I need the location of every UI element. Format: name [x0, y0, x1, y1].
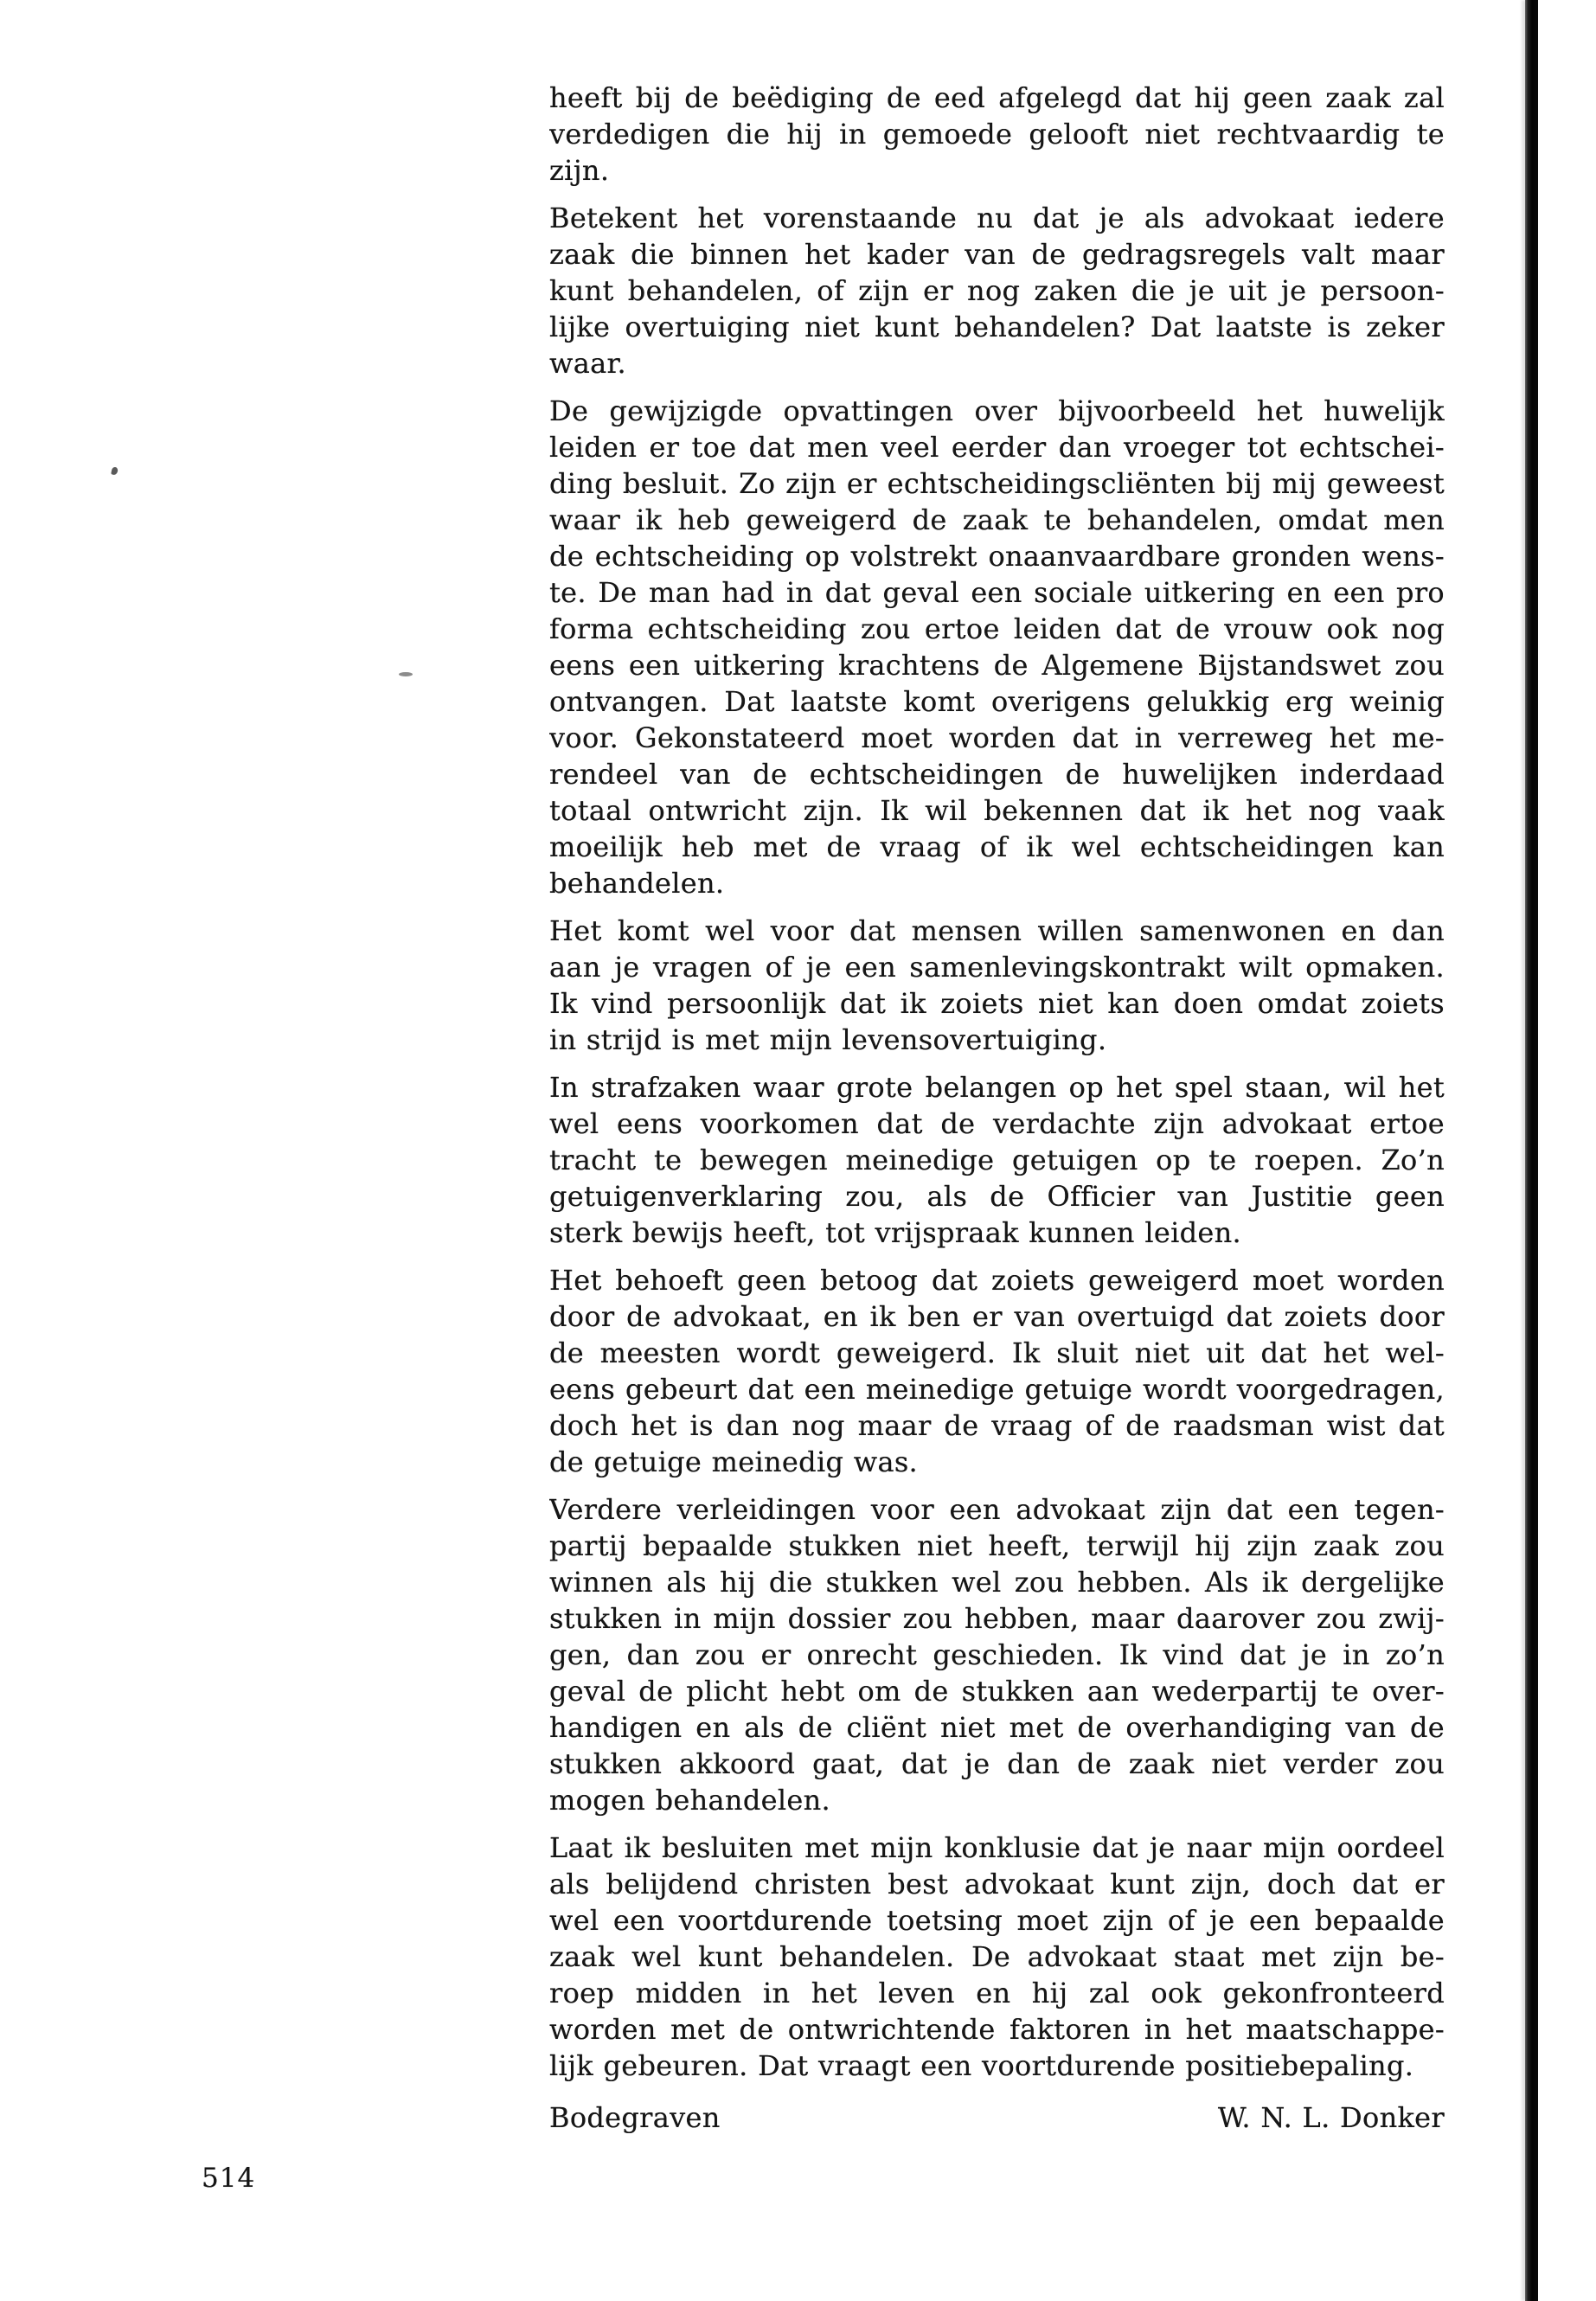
text-line: De gewijzigde opvattingen over bijvoorbeeld het huwelijk: [549, 394, 1445, 427]
text-line: de echtscheiding op volstrekt onaanvaardbare gronden wens-: [549, 540, 1445, 573]
text-line: In strafzaken waar grote belangen op het spel staan, wil het: [549, 1071, 1445, 1104]
text-line: leiden er toe dat men veel eerder dan vroeger tot echtschei-: [549, 431, 1445, 464]
text-line: eens een uitkering krachtens de Algemene Bijstandswet zou: [549, 649, 1445, 682]
paragraph: [549, 200, 1445, 381]
text-line: roep midden in het leven en hij zal ook gekonfronteerd: [549, 1977, 1445, 2009]
text-line: zaak wel kunt behandelen. De advokaat staat met zijn be-: [549, 1940, 1445, 1973]
text-line: geval de plicht hebt om de stukken aan wederpartij te over-: [549, 1675, 1445, 1708]
text-line: waar.: [549, 347, 626, 380]
text-line: ontvangen. Dat laatste komt overigens gelukkig erg weinig: [549, 685, 1445, 718]
scan-edge-bar: [1525, 0, 1538, 2301]
text-line: te. De man had in dat geval een sociale uitkering en een pro: [549, 576, 1445, 609]
text-line: mogen behandelen.: [549, 1784, 831, 1817]
paragraph: [549, 393, 1445, 901]
text-line: sterk bewijs heeft, tot vrijspraak kunnen leiden.: [549, 1216, 1242, 1249]
text-line: partij bepaalde stukken niet heeft, terwijl hij zijn zaak zou: [549, 1529, 1445, 1562]
text-line: aan je vragen of je een samenlevingskontrakt wilt opmaken.: [549, 951, 1445, 984]
paragraph: [549, 1069, 1445, 1251]
text-line: ding besluit. Zo zijn er echtscheidingscliënten bij mij geweest: [549, 467, 1445, 500]
paragraph: [549, 1491, 1445, 1818]
paragraph: [549, 80, 1445, 189]
text-line: door de advokaat, en ik ben er van overtuigd dat zoiets door: [549, 1300, 1445, 1333]
signature-row: [549, 2099, 1445, 2136]
text-line: forma echtscheiding zou ertoe leiden dat de vrouw ook nog: [549, 612, 1445, 645]
ink-speck-comma: [111, 466, 119, 475]
text-line: Laat ik besluiten met mijn konklusie dat je naar mijn oordeel: [549, 1831, 1445, 1864]
text-line: wel een voortdurende toetsing moet zijn of je een bepaalde: [549, 1904, 1445, 1937]
text-line: rendeel van de echtscheidingen de huwelijken inderdaad: [549, 758, 1445, 791]
text-line: gen, dan zou er onrecht geschieden. Ik vind dat je in zo’n: [549, 1638, 1445, 1671]
text-line: als belijdend christen best advokaat kunt zijn, doch dat er: [549, 1868, 1445, 1900]
text-line: moeilijk heb met de vraag of ik wel echtscheidingen kan: [549, 830, 1445, 863]
text-line: voor. Gekonstateerd moet worden dat in verreweg het me-: [549, 721, 1445, 754]
text-line: totaal ontwricht zijn. Ik wil bekennen dat ik het nog vaak: [549, 794, 1445, 827]
text-line: stukken akkoord gaat, dat je dan de zaak niet verder zou: [549, 1747, 1445, 1780]
text-line: winnen als hij die stukken wel zou hebben. Als ik dergelijke: [549, 1566, 1445, 1599]
text-line: doch het is dan nog maar de vraag of de raadsman wist dat: [549, 1409, 1445, 1442]
signature-place: Bodegraven: [549, 2101, 721, 2134]
text-line: heeft bij de beëdiging de eed afgelegd dat hij geen zaak zal: [549, 81, 1445, 114]
text-line: waar ik heb geweigerd de zaak te behandelen, omdat men: [549, 503, 1445, 536]
page-number: 514: [202, 2163, 256, 2194]
text-line: behandelen.: [549, 867, 725, 900]
text-line: Het behoeft geen betoog dat zoiets geweigerd moet worden: [549, 1264, 1445, 1297]
text-line: zijn.: [549, 154, 610, 187]
text-line: wel eens voorkomen dat de verdachte zijn advokaat ertoe: [549, 1107, 1445, 1140]
ink-speck-dash: [399, 672, 413, 676]
paragraph: [549, 1830, 1445, 2084]
text-line: Ik vind persoonlijk dat ik zoiets niet kan doen omdat zoiets: [549, 987, 1445, 1020]
text-line: stukken in mijn dossier zou hebben, maar daarover zou zwij-: [549, 1602, 1445, 1635]
text-line: worden met de ontwrichtende faktoren in het maatschappe-: [549, 2013, 1445, 2046]
text-line: lijke overtuiging niet kunt behandelen? Dat laatste is zeker: [549, 311, 1445, 343]
text-line: de meesten wordt geweigerd. Ik sluit niet uit dat het wel-: [549, 1336, 1445, 1369]
text-line: Het komt wel voor dat mensen willen samenwonen en dan: [549, 914, 1445, 947]
text-line: Betekent het vorenstaande nu dat je als advokaat iedere: [549, 202, 1445, 234]
text-line: eens gebeurt dat een meinedige getuige wordt voorgedragen,: [549, 1373, 1445, 1406]
text-line: de getuige meinedig was.: [549, 1445, 919, 1478]
text-line: kunt behandelen, of zijn er nog zaken die je uit je persoon-: [549, 274, 1445, 307]
signature-author: W. N. L. Donker: [1217, 2101, 1445, 2134]
paragraph: [549, 1262, 1445, 1480]
text-line: Verdere verleidingen voor een advokaat zijn dat een tegen-: [549, 1493, 1445, 1526]
text-line: getuigenverklaring zou, als de Officier van Justitie geen: [549, 1180, 1445, 1213]
text-line: tracht te bewegen meinedige getuigen op te roepen. Zo’n: [549, 1144, 1445, 1176]
text-line: handigen en als de cliënt niet met de overhandiging van de: [549, 1711, 1445, 1744]
text-line: in strijd is met mijn levensovertuiging.: [549, 1023, 1107, 1056]
text-line: lijk gebeuren. Dat vraagt een voortdurende positiebepaling.: [549, 2049, 1414, 2082]
body-text: [549, 80, 1445, 2136]
text-line: zaak die binnen het kader van de gedragsregels valt maar: [549, 238, 1445, 271]
paragraph: [549, 913, 1445, 1058]
text-line: verdedigen die hij in gemoede gelooft niet rechtvaardig te: [549, 118, 1445, 151]
